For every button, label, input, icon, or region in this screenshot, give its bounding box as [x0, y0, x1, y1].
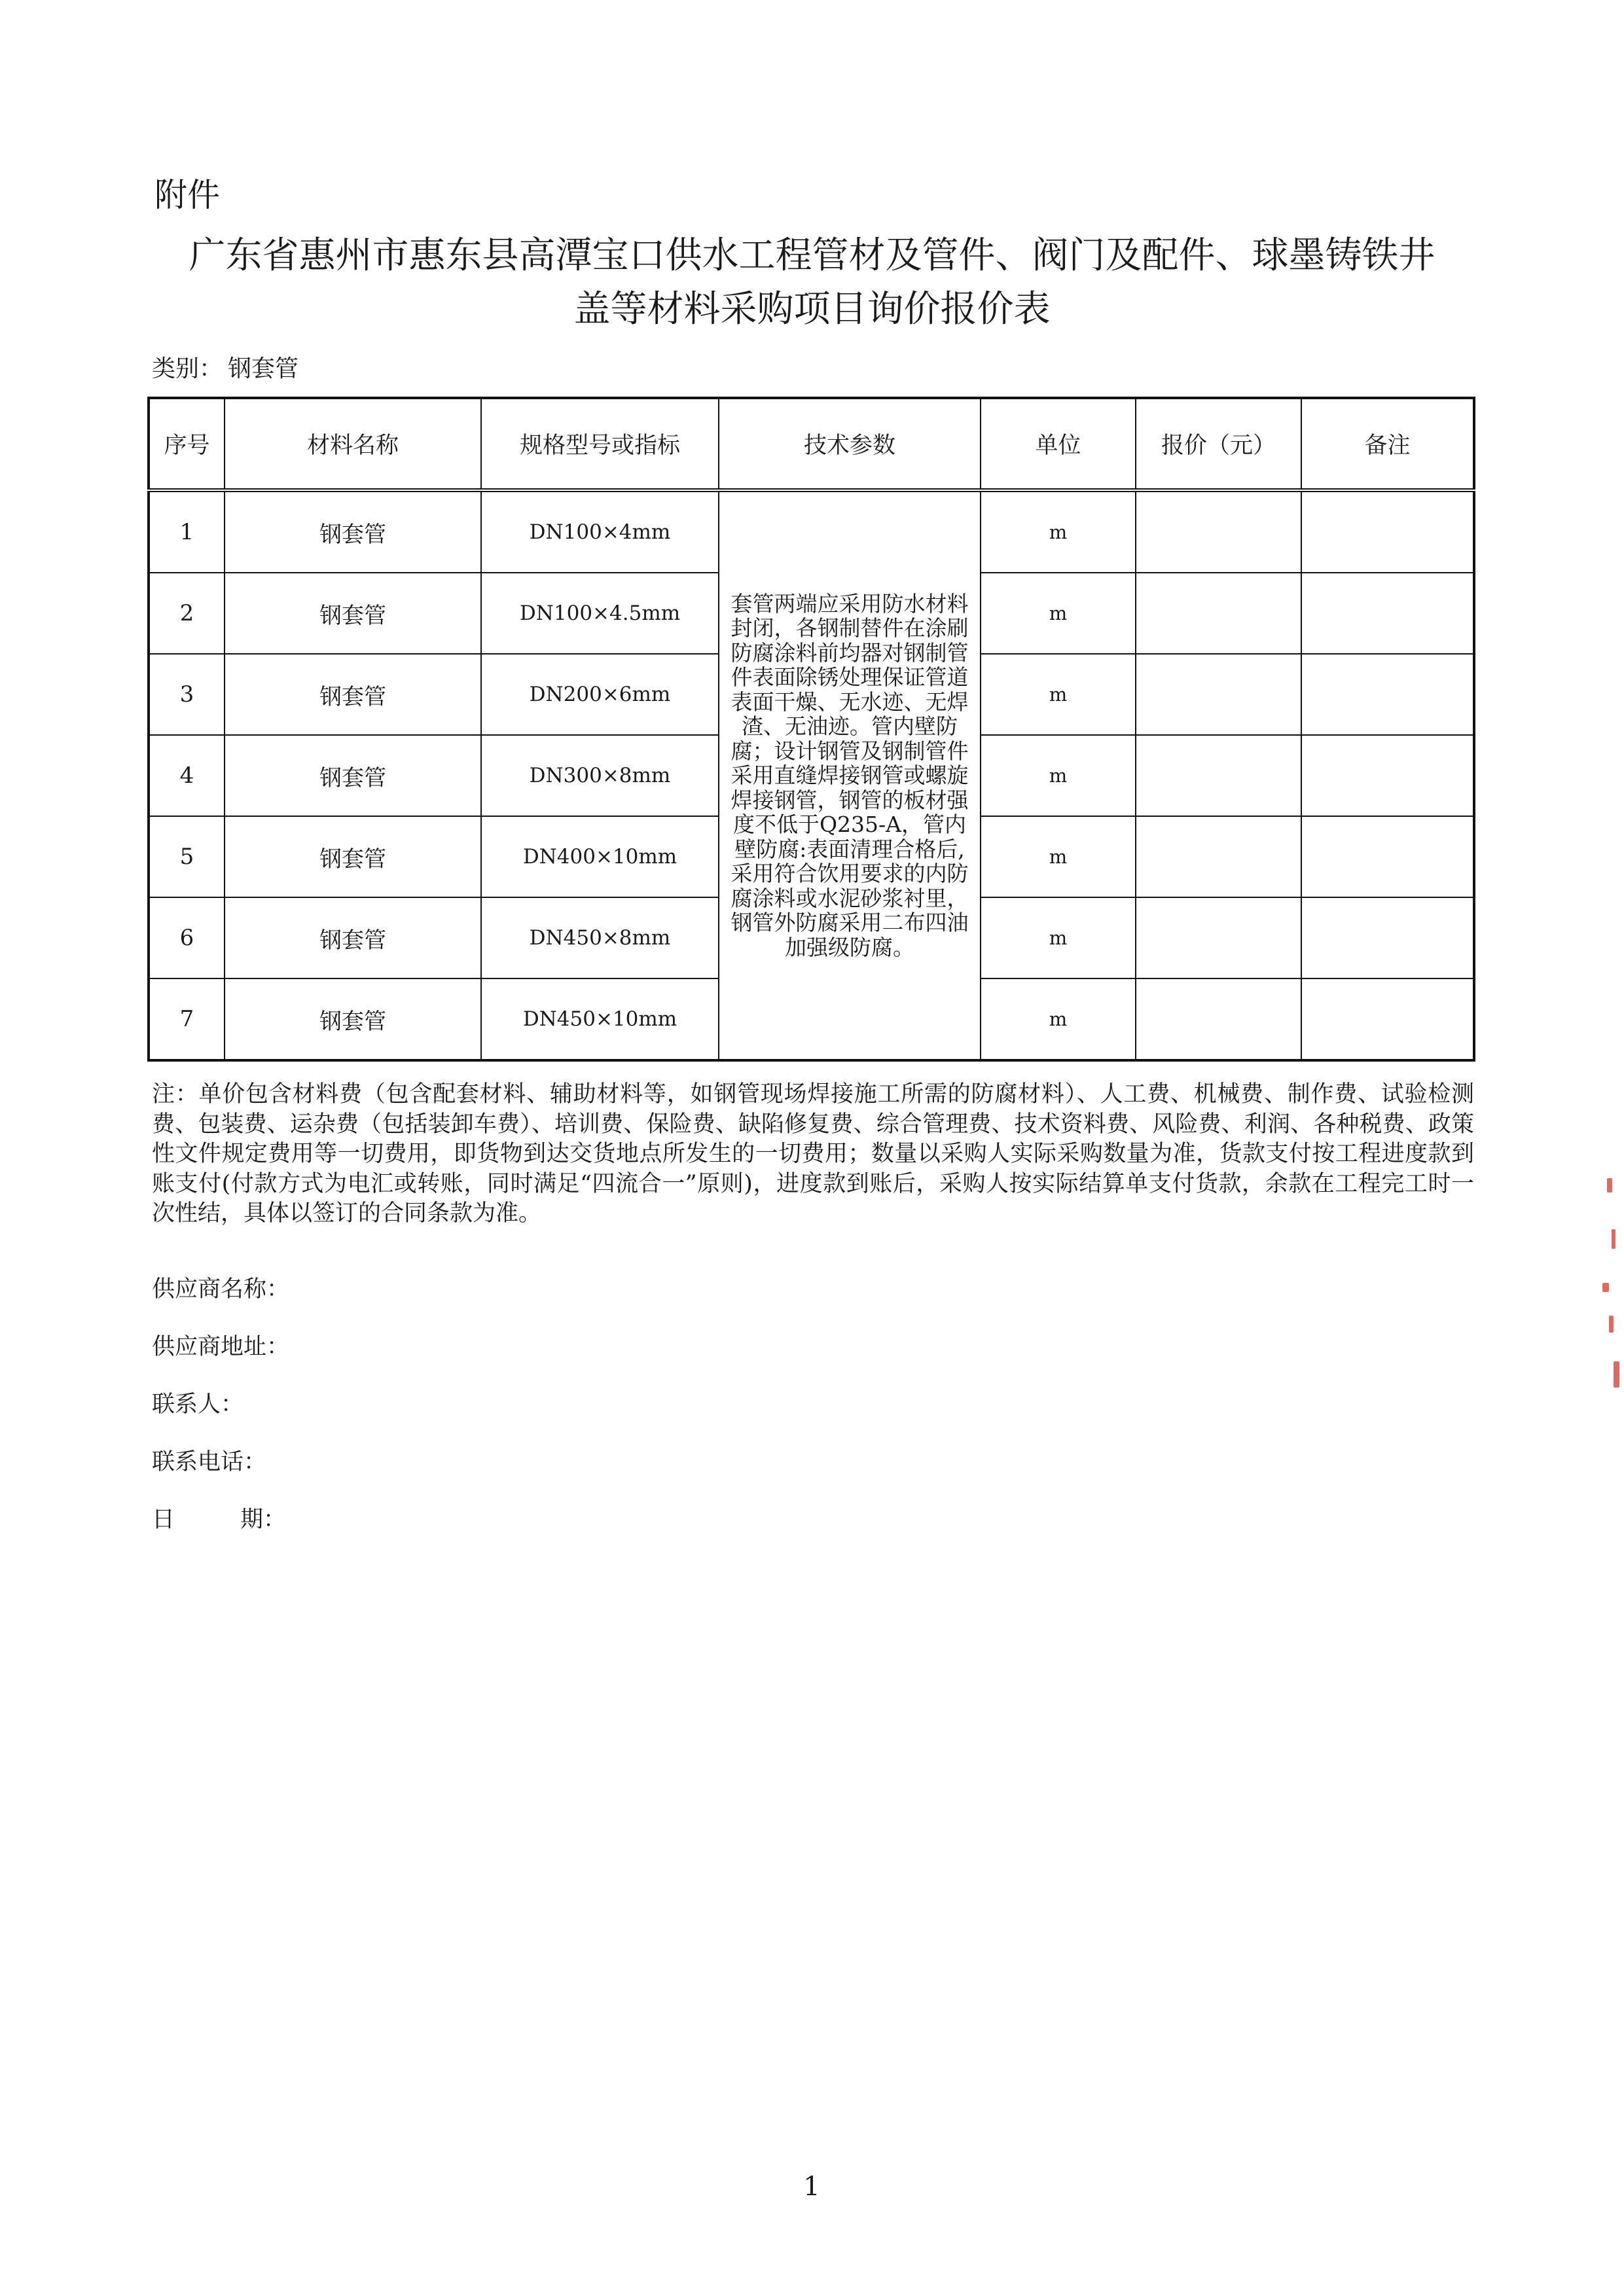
cell-spec: DN300×8mm	[481, 735, 719, 816]
cell-unit: m	[981, 978, 1136, 1060]
price-note: 注：单价包含材料费（包含配套材料、辅助材料等，如钢管现场焊接施工所需的防腐材料）、人工费、机械费、制作费、试验检测费、包装费、运杂费（包括装卸车费）、培训费、保险费、缺陷修复费、综合管理费、技术资料费、风险费、利润、各种税费、政策性文件规定费用等一切费用，即货物到达交货地点所发生的一切费用；数量以采购人实际采购数量为准，货款支付按工程进度款到账支付(付款方式为电汇或转账，同时满足“四流合一”原则)，进度款到账后，采购人按实际结算单支付货款，余款在工程完工时一次性结，具体以签订的合同条款为准。	[152, 1081, 1474, 1227]
header-spec: 规格型号或指标	[481, 398, 719, 490]
attachment-label: 附件	[154, 176, 220, 214]
contact-person-field: 联系人：	[152, 1391, 244, 1418]
cell-spec: DN200×6mm	[481, 654, 719, 735]
cell-material-name: 钢套管	[225, 897, 481, 978]
cell-no: 2	[149, 573, 225, 654]
date-field	[152, 1501, 286, 1534]
page-number: 1	[803, 2172, 820, 2202]
cell-unit: m	[981, 816, 1136, 897]
cell-price[interactable]	[1136, 654, 1301, 735]
header-remark: 备注	[1301, 398, 1474, 490]
cell-spec: DN450×10mm	[481, 978, 719, 1060]
cell-price[interactable]	[1136, 573, 1301, 654]
cell-price[interactable]	[1136, 816, 1301, 897]
cell-unit: m	[981, 897, 1136, 978]
table-row	[149, 490, 1474, 573]
title-line-2: 盖等材料采购项目询价报价表	[573, 288, 1051, 331]
cell-remark[interactable]	[1301, 816, 1474, 897]
supplier-name-field: 供应商名称：	[152, 1276, 290, 1302]
cell-no: 5	[149, 816, 225, 897]
cell-spec: DN100×4.5mm	[481, 573, 719, 654]
category-label: 类别：	[152, 355, 223, 382]
cell-material-name: 钢套管	[225, 490, 481, 573]
cell-tech-params: 套管两端应采用防水材料封闭，各钢制替件在涂刷防腐涂料前均器对钢制管件表面除锈处理保证管道表面干燥、无水迹、无焊渣、无油迹。管内壁防腐；设计钢管及钢制管件采用直缝焊接钢管或螺旋焊接钢管，钢管的板材强度不低于Q235-A，管内壁防腐:表面清理合格后,采用符合饮用要求的内防腐涂料或水泥砂浆衬里，钢管外防腐采用二布四油加强级防腐。	[719, 490, 981, 1060]
cell-no: 4	[149, 735, 225, 816]
cell-unit: m	[981, 573, 1136, 654]
cell-no: 3	[149, 654, 225, 735]
cell-material-name: 钢套管	[225, 978, 481, 1060]
cell-remark[interactable]	[1301, 735, 1474, 816]
title-line-1: 广东省惠州市惠东县高潭宝口供水工程管材及管件、阀门及配件、球墨铸铁井	[189, 234, 1435, 277]
cell-material-name: 钢套管	[225, 573, 481, 654]
cell-price[interactable]	[1136, 735, 1301, 816]
cell-remark[interactable]	[1301, 897, 1474, 978]
cell-material-name: 钢套管	[225, 816, 481, 897]
category-line	[152, 350, 298, 384]
date-label-second: 期：	[240, 1507, 287, 1533]
cell-spec: DN450×8mm	[481, 897, 719, 978]
cell-spec: DN400×10mm	[481, 816, 719, 897]
cell-remark[interactable]	[1301, 490, 1474, 573]
cell-price[interactable]	[1136, 978, 1301, 1060]
table-header-row	[149, 398, 1474, 490]
header-price: 报价（元）	[1136, 398, 1301, 490]
cell-price[interactable]	[1136, 897, 1301, 978]
date-label-first: 日	[152, 1507, 175, 1533]
cell-price[interactable]	[1136, 490, 1301, 573]
header-unit: 单位	[981, 398, 1136, 490]
category-value: 钢套管	[228, 355, 299, 382]
cell-unit: m	[981, 735, 1136, 816]
quotation-table	[147, 397, 1475, 1062]
cell-remark[interactable]	[1301, 654, 1474, 735]
cell-no: 7	[149, 978, 225, 1060]
header-no: 序号	[149, 398, 225, 490]
contact-phone-field: 联系电话：	[152, 1449, 267, 1475]
supplier-address-field: 供应商地址：	[152, 1334, 290, 1360]
header-tech-params: 技术参数	[719, 398, 981, 490]
cell-unit: m	[981, 490, 1136, 573]
cell-material-name: 钢套管	[225, 654, 481, 735]
cell-no: 6	[149, 897, 225, 978]
cell-no: 1	[149, 490, 225, 573]
cell-remark[interactable]	[1301, 978, 1474, 1060]
cell-material-name: 钢套管	[225, 735, 481, 816]
cell-spec: DN100×4mm	[481, 490, 719, 573]
cell-remark[interactable]	[1301, 573, 1474, 654]
cell-unit: m	[981, 654, 1136, 735]
header-material-name: 材料名称	[225, 398, 481, 490]
document-title	[131, 229, 1493, 336]
